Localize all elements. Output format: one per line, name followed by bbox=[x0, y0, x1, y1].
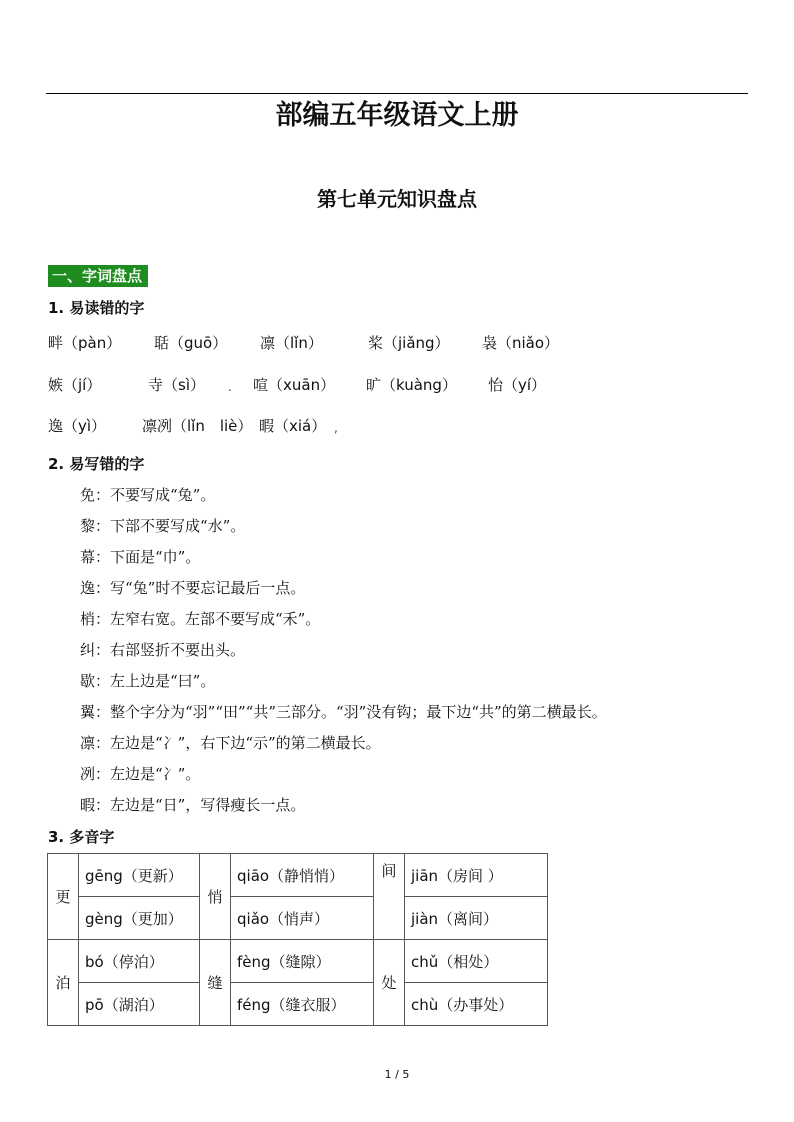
table-cell-char: 间 bbox=[374, 854, 405, 940]
pinyin-item: 畔（pàn） bbox=[48, 334, 122, 352]
pinyin-item: 怡（yí） bbox=[488, 376, 547, 394]
table-row bbox=[48, 983, 548, 1026]
table-cell: pō（湖泊） bbox=[79, 983, 200, 1026]
section-badge: 一、字词盘点 bbox=[48, 265, 148, 287]
table-cell-char: 悄 bbox=[200, 854, 231, 940]
table-cell-char: 缝 bbox=[200, 940, 231, 1026]
table-cell-char: 更 bbox=[48, 854, 79, 940]
writing-note: 黎：下部不要写成“水”。 bbox=[80, 517, 246, 535]
pinyin-item: 嫉（jí） bbox=[48, 376, 102, 394]
pinyin-item: 聒（guō） bbox=[154, 334, 228, 352]
document-title: 部编五年级语文上册 bbox=[275, 100, 519, 131]
writing-note: 翼：整个字分为“羽”“田”“共”三部分。“羽”没有钩；最下边“共”的第二横最长。 bbox=[80, 703, 607, 721]
stray-mark: . bbox=[228, 380, 232, 394]
writing-note: 免：不要写成“兔”。 bbox=[80, 486, 216, 504]
writing-note: 暇：左边是“日”，写得瘦长一点。 bbox=[80, 796, 306, 814]
table-cell: gèng（更加） bbox=[79, 897, 200, 940]
table-cell: chǔ（相处） bbox=[405, 940, 548, 983]
table-cell: fèng（缝隙） bbox=[231, 940, 374, 983]
polyphonic-table bbox=[47, 853, 548, 1026]
pinyin-item: 旷（kuàng） bbox=[366, 376, 457, 394]
easy-write-heading: 2. 易写错的字 bbox=[48, 455, 145, 473]
writing-note: 梢：左窄右宽。左部不要写成“禾”。 bbox=[80, 610, 321, 628]
pinyin-item: 喧（xuān） bbox=[253, 376, 336, 394]
page-number: 1 / 5 bbox=[384, 1068, 410, 1081]
table-cell: féng（缝衣服） bbox=[231, 983, 374, 1026]
pinyin-item: 袅（niǎo） bbox=[482, 334, 560, 352]
pinyin-item: 逸（yì） bbox=[48, 417, 107, 435]
writing-note: 幕：下面是“巾”。 bbox=[80, 548, 201, 566]
table-row bbox=[48, 854, 548, 897]
writing-note: 纠：右部竖折不要出头。 bbox=[80, 641, 246, 659]
pinyin-item: 凛冽（lǐn liè） bbox=[142, 417, 253, 435]
table-cell: jiàn（离间） bbox=[405, 897, 548, 940]
table-cell-char: 处 bbox=[374, 940, 405, 1026]
writing-note: 歇：左上边是“曰”。 bbox=[80, 672, 216, 690]
table-cell: bó（停泊） bbox=[79, 940, 200, 983]
easy-read-heading: 1. 易读错的字 bbox=[48, 299, 145, 317]
pinyin-item: 凛（lǐn） bbox=[260, 334, 323, 352]
pinyin-item: 寺（sì） bbox=[148, 376, 205, 394]
writing-note: 逸：写“兔”时不要忘记最后一点。 bbox=[80, 579, 306, 597]
unit-subtitle: 第七单元知识盘点 bbox=[317, 187, 477, 211]
table-cell: jiān（房间 ） bbox=[405, 854, 548, 897]
pinyin-item: 桨（jiǎng） bbox=[368, 334, 450, 352]
writing-note: 凛：左边是“冫”，右下边“示”的第二横最长。 bbox=[80, 734, 381, 752]
header-rule bbox=[46, 93, 748, 94]
pinyin-item: 暇（xiá） bbox=[259, 417, 327, 435]
table-row bbox=[48, 897, 548, 940]
table-cell: chù（办事处） bbox=[405, 983, 548, 1026]
table-cell: qiǎo（悄声） bbox=[231, 897, 374, 940]
writing-note: 冽：左边是“冫”。 bbox=[80, 765, 201, 783]
table-row bbox=[48, 940, 548, 983]
table-cell: gēng（更新） bbox=[79, 854, 200, 897]
stray-mark: , bbox=[334, 421, 338, 435]
table-cell: qiāo（静悄悄） bbox=[231, 854, 374, 897]
polyphonic-heading: 3. 多音字 bbox=[48, 828, 115, 846]
table-cell-char: 泊 bbox=[48, 940, 79, 1026]
